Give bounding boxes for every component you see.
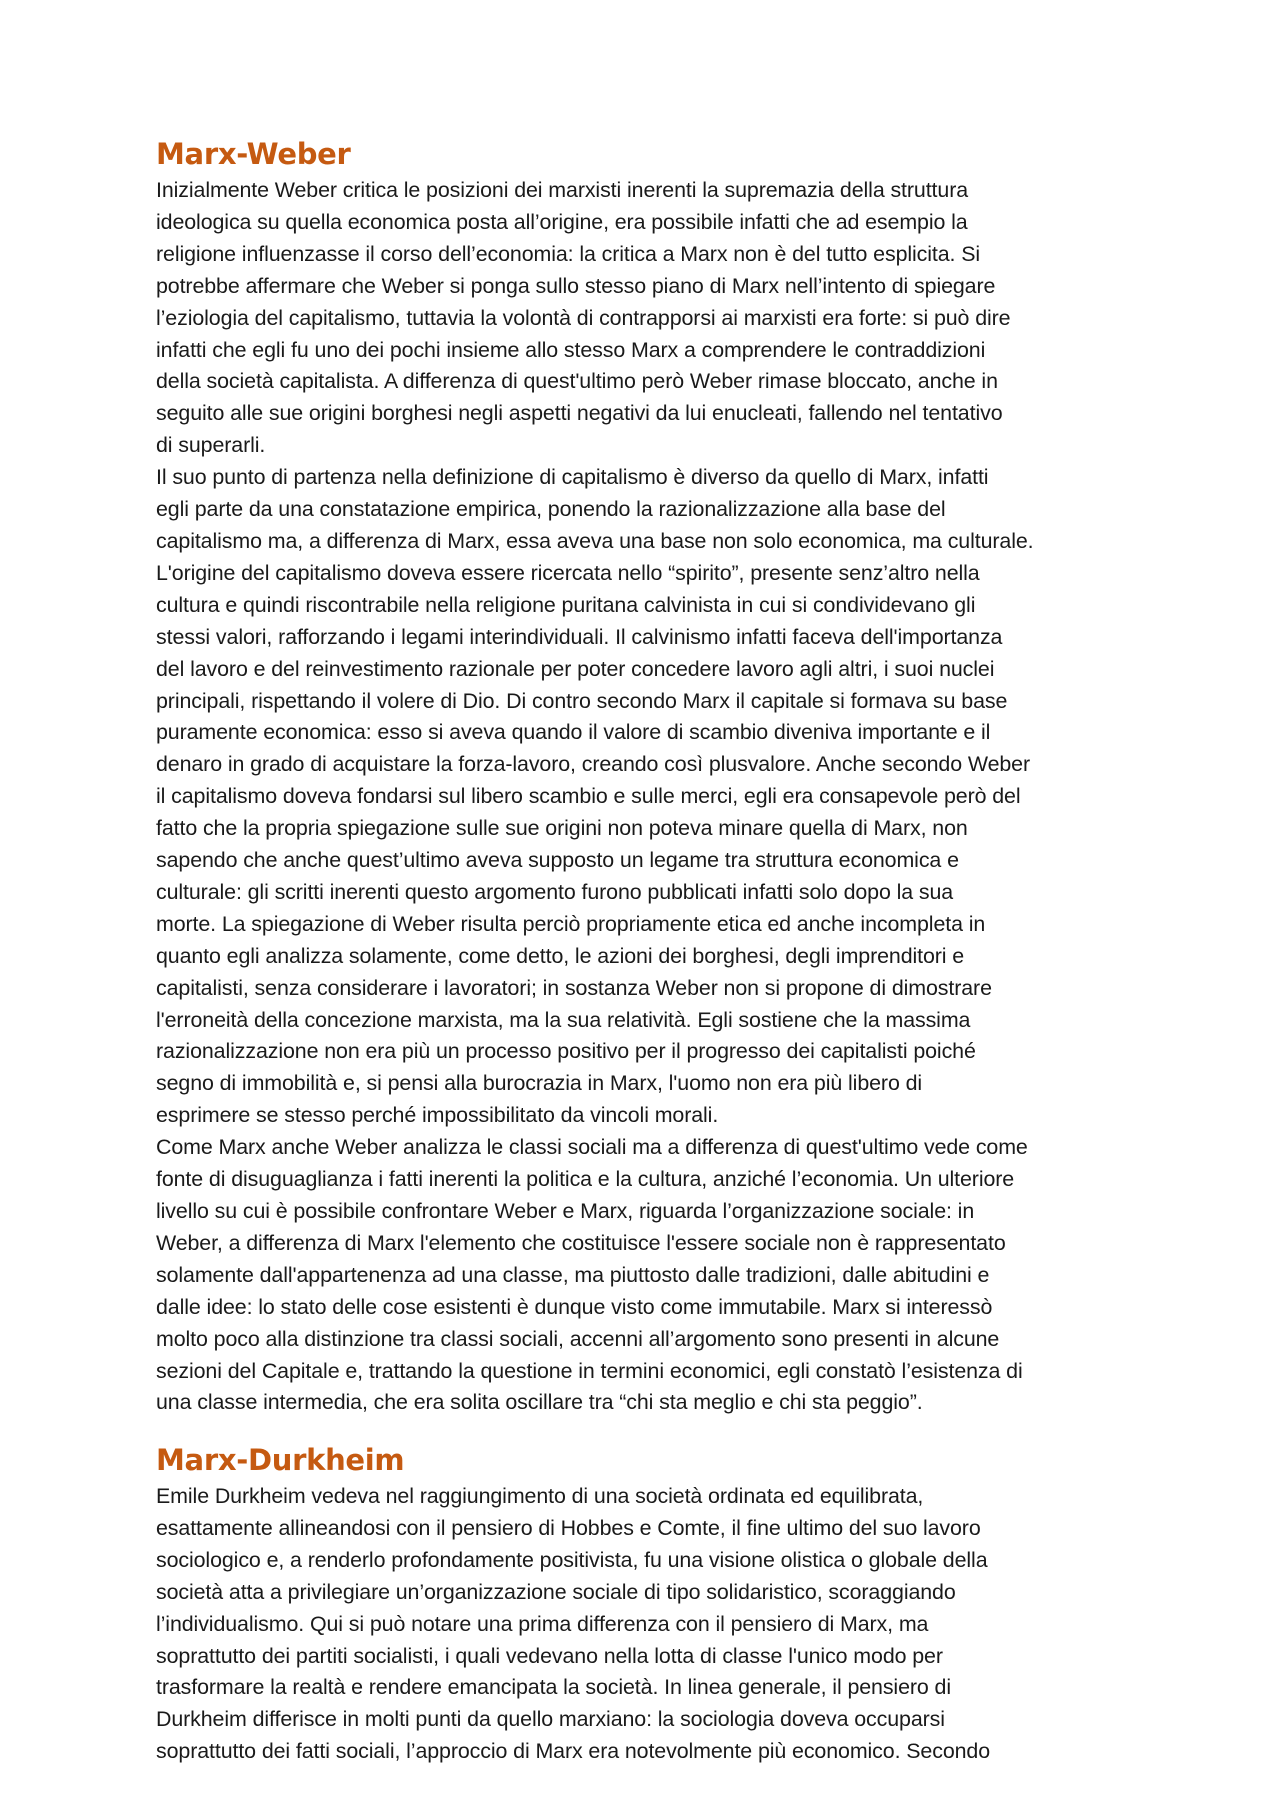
text-line: ideologica su quella economica posta all’origine, era possibile infatti che ad esempio la bbox=[156, 209, 968, 234]
text-line: solamente dall'appartenenza ad una classe, ma piuttosto dalle tradizioni, dalle abitudini e bbox=[156, 1262, 990, 1287]
text-line: culturale: gli scritti inerenti questo argomento furono pubblicati infatti solo dopo la sua bbox=[156, 879, 954, 904]
text-line: seguito alle sue origini borghesi negli aspetti negativi da lui enucleati, fallendo nel tentativo bbox=[156, 401, 1003, 426]
text-line: puramente economica: esso si aveva quando il valore di scambio diveniva importante e il bbox=[156, 720, 991, 745]
text-line: principali, rispettando il volere di Dio. Di contro secondo Marx il capitale si formava su base bbox=[156, 688, 1008, 713]
text-line: Emile Durkheim vedeva nel raggiungimento di una società ordinata ed equilibrata, bbox=[156, 1484, 924, 1508]
section-body-marx-weber bbox=[156, 175, 1140, 1419]
text-line: egli parte da una constatazione empirica, ponendo la razionalizzazione alla base del bbox=[156, 497, 946, 522]
text-line: potrebbe affermare che Weber si ponga sullo stesso piano di Marx nell’intento di spiegare bbox=[156, 273, 996, 298]
text-line: cultura e quindi riscontrabile nella religione puritana calvinista in cui si condividevano gli bbox=[156, 592, 976, 617]
text-line: molto poco alla distinzione tra classi sociali, accenni all’argomento sono presenti in alcune bbox=[156, 1326, 1000, 1351]
text-line: sezioni del Capitale e, trattando la questione in termini economici, egli constatò l’esistenza di bbox=[156, 1358, 1023, 1383]
text-line: capitalisti, senza considerare i lavoratori; in sostanza Weber non si propone di dimostrare bbox=[156, 975, 992, 1000]
text-line: denaro in grado di acquistare la forza-lavoro, creando così plusvalore. Anche secondo Weber bbox=[156, 752, 1030, 777]
text-line: segno di immobilità e, si pensi alla burocrazia in Marx, l'uomo non era più libero di bbox=[156, 1071, 923, 1096]
text-line: quanto egli analizza solamente, come detto, le azioni dei borghesi, degli imprenditori e bbox=[156, 943, 965, 968]
text-line: esprimere se stesso perché impossibilitato da vincoli morali. bbox=[156, 1103, 719, 1128]
text-line: sociologico e, a renderlo profondamente positivista, fu una visione olistica o globale della bbox=[156, 1547, 988, 1572]
text-line: l’eziologia del capitalismo, tuttavia la volontà di contrapporsi ai marxisti era forte: si può dire bbox=[156, 305, 1011, 330]
text-line: razionalizzazione non era più un processo positivo per il progresso dei capitalisti poiché bbox=[156, 1039, 976, 1064]
text-line: trasformare la realtà e rendere emancipata la società. In linea generale, il pensiero di bbox=[156, 1675, 951, 1700]
text-line: società atta a privilegiare un’organizzazione sociale di tipo solidaristico, scoraggiando bbox=[156, 1579, 956, 1604]
text-line: fonte di disuguaglianza i fatti inerenti la politica e la cultura, anziché l’economia. Un ulteriore bbox=[156, 1167, 1015, 1192]
section-title-marx-durkheim: Marx-Durkheim bbox=[156, 1443, 405, 1477]
text-line: il capitalismo doveva fondarsi sul libero scambio e sulle merci, egli era consapevole però del bbox=[156, 784, 1021, 809]
text-line: dalle idee: lo stato delle cose esistenti è dunque visto come immutabile. Marx si interessò bbox=[156, 1294, 993, 1319]
text-line: Durkheim differisce in molti punti da quello marxiano: la sociologia doveva occuparsi bbox=[156, 1707, 945, 1732]
text-line: della società capitalista. A differenza di quest'ultimo però Weber rimase bloccato, anche in bbox=[156, 369, 998, 394]
section-title-marx-weber: Marx-Weber bbox=[156, 137, 351, 171]
section-body-marx-durkheim bbox=[156, 1481, 1140, 1768]
text-line: stessi valori, rafforzando i legami interindividuali. Il calvinismo infatti faceva dell'importanza bbox=[156, 624, 1003, 649]
text-line: L'origine del capitalismo doveva essere ricercata nello “spirito”, presente senz’altro nella bbox=[156, 560, 980, 585]
text-line: Weber, a differenza di Marx l'elemento che costituisce l'essere sociale non è rappresentato bbox=[156, 1230, 1006, 1255]
text-line: morte. La spiegazione di Weber risulta perciò propriamente etica ed anche incompleta in bbox=[156, 911, 986, 936]
text-line: l’individualismo. Qui si può notare una prima differenza con il pensiero di Marx, ma bbox=[156, 1611, 929, 1636]
text-line: soprattutto dei partiti socialisti, i quali vedevano nella lotta di classe l'unico modo per bbox=[156, 1643, 943, 1668]
text-line: esattamente allineandosi con il pensiero di Hobbes e Comte, il fine ultimo del suo lavoro bbox=[156, 1515, 981, 1540]
text-line: sapendo che anche quest’ultimo aveva supposto un legame tra struttura economica e bbox=[156, 848, 959, 873]
text-line: di superarli. bbox=[156, 433, 266, 458]
text-line: soprattutto dei fatti sociali, l’approccio di Marx era notevolmente più economico. Secondo bbox=[156, 1739, 991, 1764]
text-line: una classe intermedia, che era solita oscillare tra “chi sta meglio e chi sta peggio”. bbox=[156, 1390, 923, 1415]
text-line: infatti che egli fu uno dei pochi insieme allo stesso Marx a comprendere le contraddizioni bbox=[156, 337, 986, 362]
text-line: Inizialmente Weber critica le posizioni dei marxisti inerenti la supremazia della struttura bbox=[156, 178, 969, 202]
text-line: Il suo punto di partenza nella definizione di capitalismo è diverso da quello di Marx, infatti bbox=[156, 465, 989, 490]
text-line: religione influenzasse il corso dell’economia: la critica a Marx non è del tutto esplicita. Si bbox=[156, 241, 981, 266]
text-line: livello su cui è possibile confrontare Weber e Marx, riguarda l’organizzazione sociale: in bbox=[156, 1199, 975, 1223]
text-line: del lavoro e del reinvestimento razionale per poter concedere lavoro agli altri, i suoi nuclei bbox=[156, 656, 995, 681]
text-line: l'erroneità della concezione marxista, ma la sua relatività. Egli sostiene che la massima bbox=[156, 1007, 971, 1032]
text-line: Come Marx anche Weber analizza le classi sociali ma a differenza di quest'ultimo vede come bbox=[156, 1135, 1028, 1160]
text-line: capitalismo ma, a differenza di Marx, essa aveva una base non solo economica, ma culturale. bbox=[156, 528, 1034, 553]
text-line: fatto che la propria spiegazione sulle sue origini non poteva minare quella di Marx, non bbox=[156, 816, 968, 841]
